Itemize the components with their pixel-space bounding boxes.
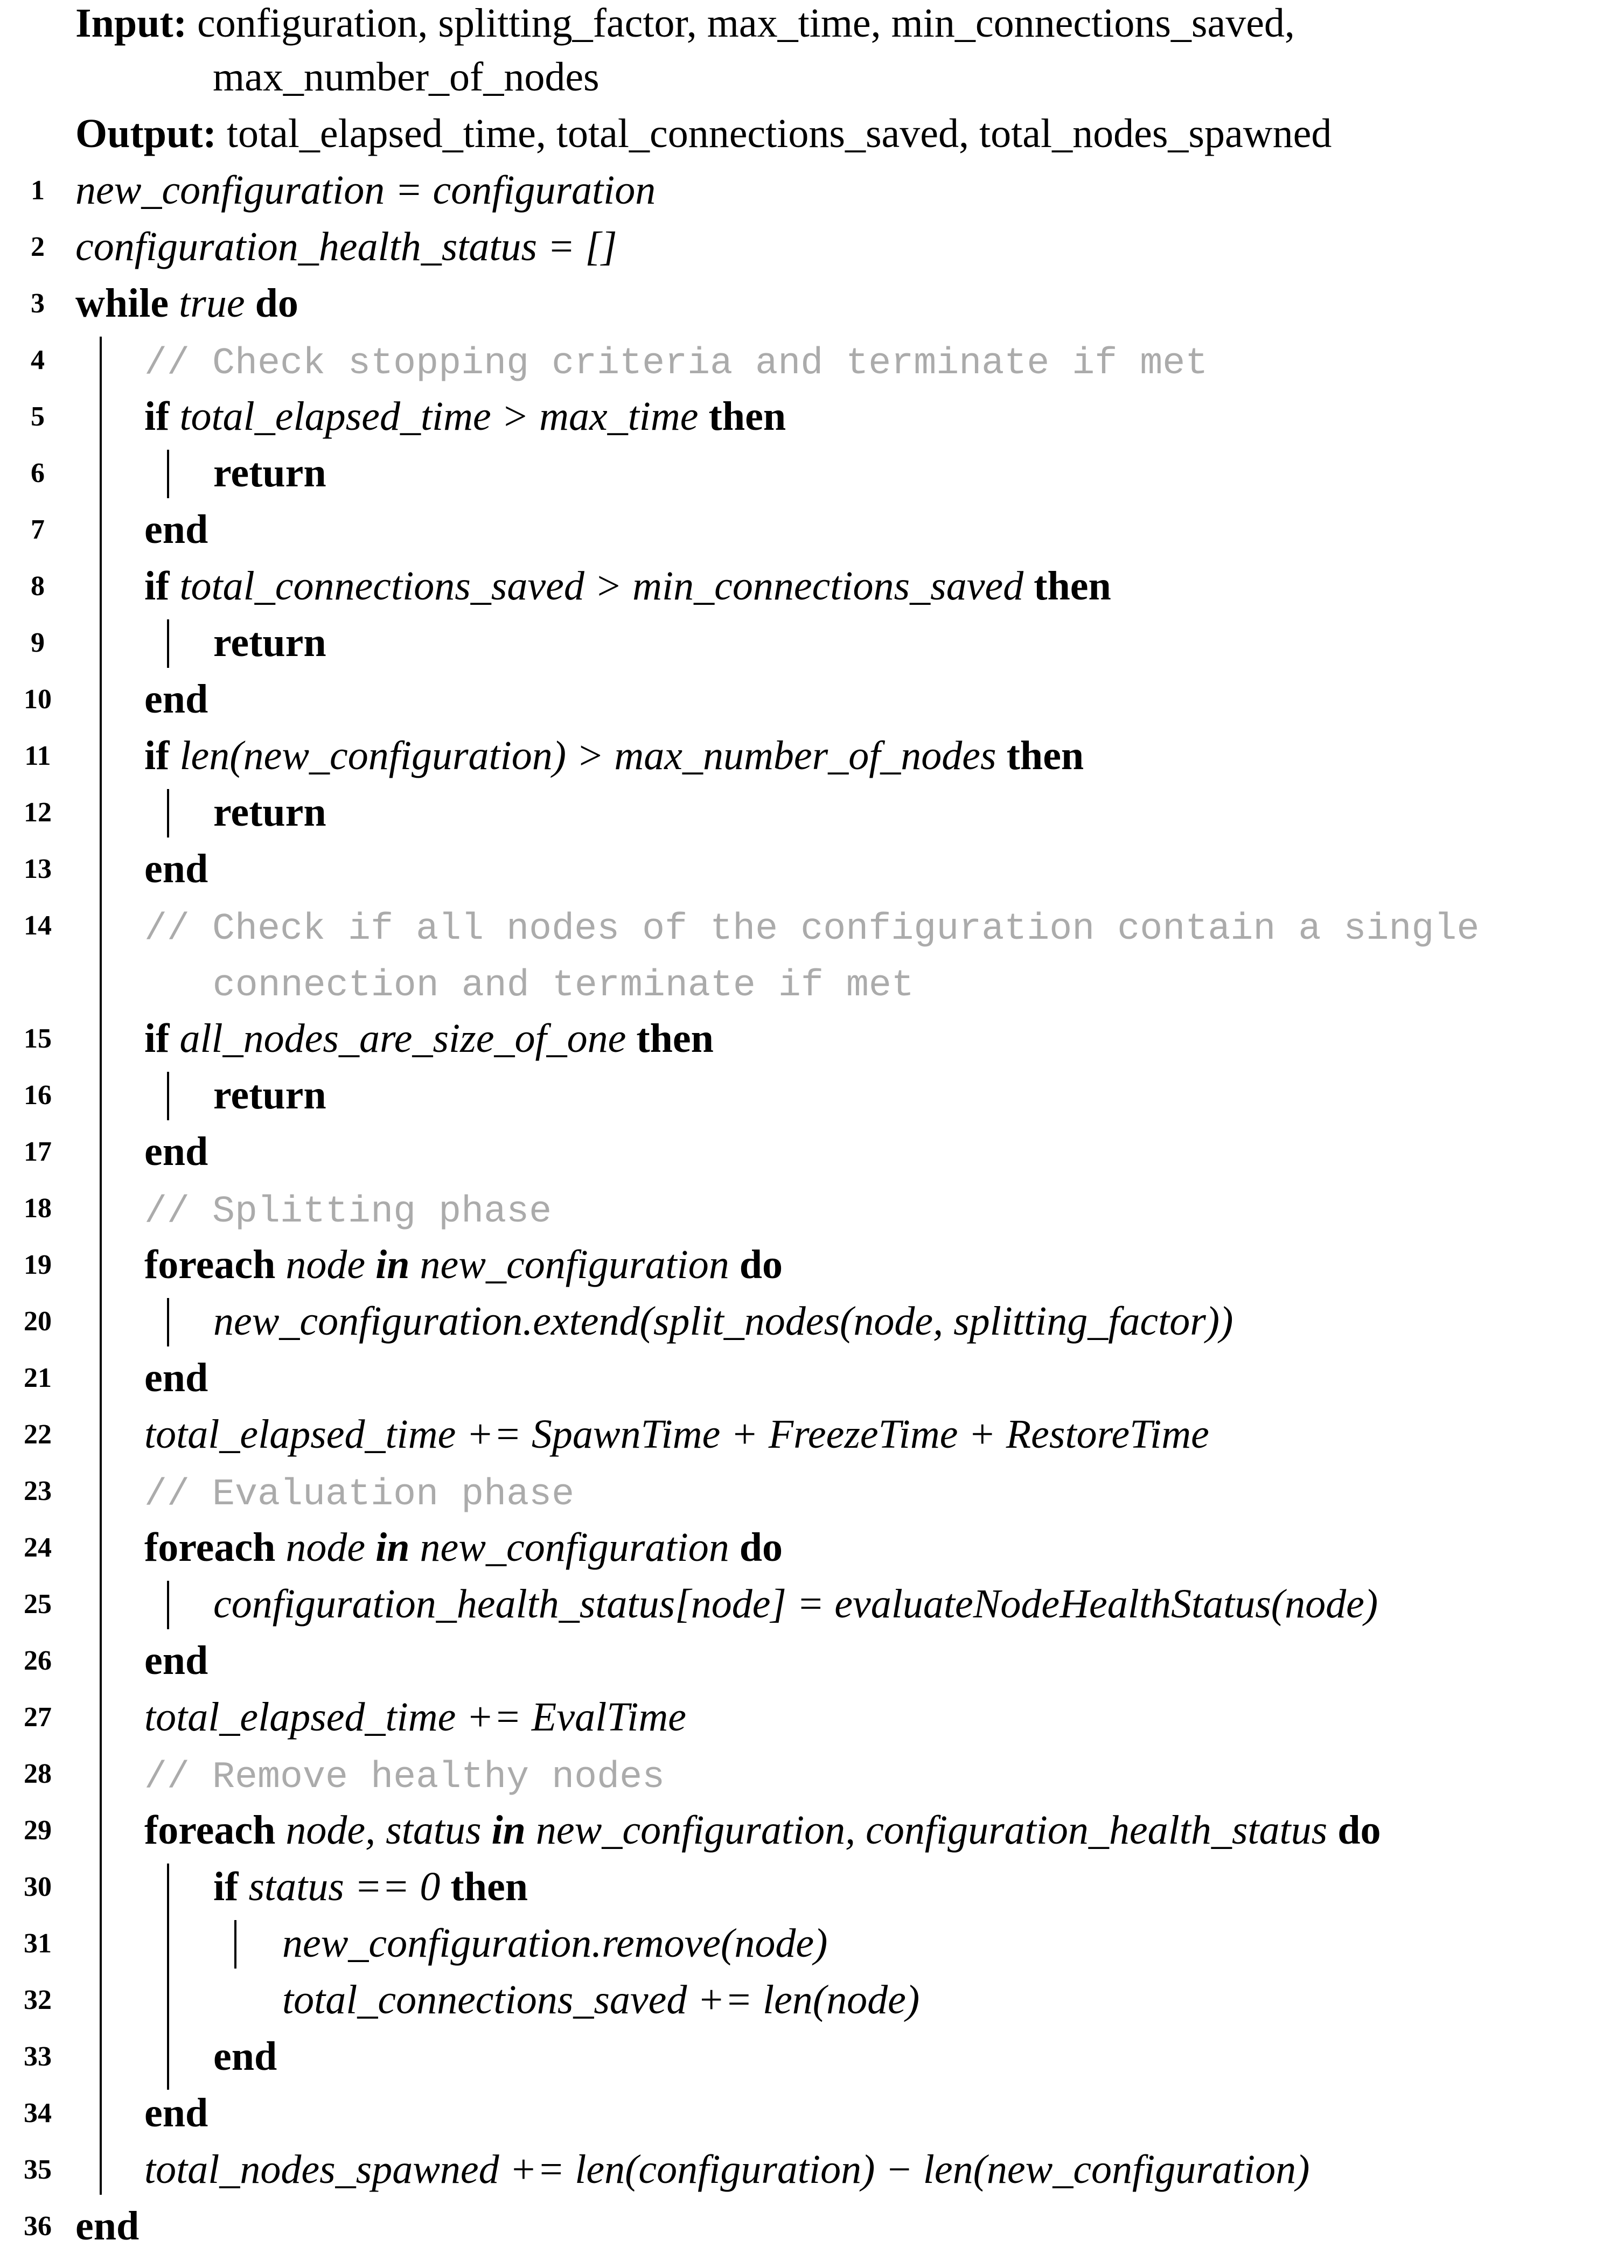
expression: new_configuration xyxy=(409,1242,729,1287)
line-number: 8 xyxy=(31,571,45,602)
expression: total_connections_saved > min_connections_saved xyxy=(179,563,1024,609)
expression: total_elapsed_time += SpawnTime + FreezeTime + RestoreTime xyxy=(144,1412,1209,1457)
line-number: 22 xyxy=(24,1419,52,1450)
keyword: return xyxy=(213,620,326,665)
line-number: 25 xyxy=(24,1589,52,1620)
block-indent-line xyxy=(167,789,169,838)
code-line xyxy=(144,393,786,440)
keyword: if xyxy=(144,733,180,778)
comment-text: // Splitting phase xyxy=(144,1191,552,1233)
line-number: 36 xyxy=(24,2211,52,2242)
line-number: 28 xyxy=(24,1758,52,1789)
comment-line xyxy=(144,1185,552,1233)
line-number: 9 xyxy=(31,627,45,658)
line-number: 24 xyxy=(24,1532,52,1563)
line-number: 23 xyxy=(24,1476,52,1506)
keyword: then xyxy=(626,1016,714,1061)
expression: total_elapsed_time > max_time xyxy=(179,394,699,439)
line-number: 6 xyxy=(31,458,45,489)
block-indent-line xyxy=(167,1298,169,1346)
block-indent-line xyxy=(167,1581,169,1629)
expression: node, status xyxy=(285,1808,492,1853)
line-number: 14 xyxy=(24,910,52,941)
comment-line xyxy=(144,337,1208,385)
line-number: 27 xyxy=(24,1702,52,1733)
keyword: then xyxy=(440,1864,528,1909)
comment-line xyxy=(213,959,914,1007)
line-number: 7 xyxy=(31,514,45,545)
line-number: 15 xyxy=(24,1023,52,1054)
code-line xyxy=(144,2146,1309,2193)
block-indent-line xyxy=(100,337,102,2195)
keyword: do xyxy=(245,281,298,326)
line-number: 5 xyxy=(31,401,45,432)
comment-text: // Remove healthy nodes xyxy=(144,1756,665,1799)
line-number: 12 xyxy=(24,797,52,828)
code-line xyxy=(144,1411,1209,1458)
keyword: if xyxy=(144,1016,180,1061)
code-line xyxy=(144,1807,1381,1854)
code-line xyxy=(282,1920,827,1967)
line-number: 16 xyxy=(24,1080,52,1111)
line-number: 32 xyxy=(24,1985,52,2015)
keyword: while xyxy=(75,281,179,326)
keyword: in xyxy=(375,1242,410,1287)
code-line xyxy=(213,789,326,836)
keyword: foreach xyxy=(144,1242,286,1287)
line-number: 35 xyxy=(24,2154,52,2185)
keyword: end xyxy=(144,1638,208,1683)
keyword: in xyxy=(375,1525,410,1570)
expression: new_configuration.remove(node) xyxy=(282,1921,828,1966)
code-line xyxy=(75,224,617,270)
code-line xyxy=(213,1864,528,1910)
line-number: 17 xyxy=(24,1136,52,1167)
code-line xyxy=(213,1581,1378,1628)
line-number: 3 xyxy=(31,288,45,319)
keyword: return xyxy=(213,790,326,835)
output-params: total_elapsed_time, total_connections_saved, total_nodes_spawned xyxy=(226,111,1332,156)
line-number: 2 xyxy=(31,232,45,262)
input-line xyxy=(75,0,1295,47)
expression: total_nodes_spawned += len(configuration) − len(new_configuration) xyxy=(144,2147,1310,2192)
expression: new_configuration xyxy=(409,1525,729,1570)
code-line xyxy=(144,506,208,553)
code-line xyxy=(213,619,326,666)
expression: total_connections_saved += len(node) xyxy=(282,1977,920,2022)
keyword: end xyxy=(213,2034,277,2079)
comment-text: // Check stopping criteria and terminate if met xyxy=(144,343,1208,385)
expression: configuration_health_status = [] xyxy=(75,224,617,269)
keyword: end xyxy=(75,2203,140,2249)
keyword: if xyxy=(144,394,180,439)
code-line xyxy=(282,1977,919,2023)
expression: new_configuration, configuration_health_status xyxy=(525,1808,1328,1853)
code-line xyxy=(144,1694,686,1741)
code-line xyxy=(144,1637,208,1684)
input-continuation xyxy=(213,54,600,101)
keyword: foreach xyxy=(144,1525,286,1570)
comment-line xyxy=(144,902,1479,951)
line-number: 34 xyxy=(24,2098,52,2129)
code-line xyxy=(144,563,1111,610)
block-indent-line xyxy=(167,450,169,498)
keyword: return xyxy=(213,450,326,496)
expression: all_nodes_are_size_of_one xyxy=(179,1016,626,1061)
keyword: end xyxy=(144,1129,208,1174)
code-line xyxy=(144,1355,208,1401)
keyword: do xyxy=(729,1525,783,1570)
keyword: do xyxy=(729,1242,783,1287)
keyword: end xyxy=(144,507,208,552)
expression: new_configuration = configuration xyxy=(75,168,656,213)
code-line xyxy=(213,1298,1233,1345)
line-number: 30 xyxy=(24,1872,52,1902)
output-label: Output: xyxy=(75,111,217,156)
comment-text: // Check if all nodes of the configuration contain a single xyxy=(144,908,1480,951)
line-number: 19 xyxy=(24,1250,52,1280)
keyword: end xyxy=(144,676,208,722)
keyword: in xyxy=(491,1808,526,1853)
code-line xyxy=(213,2033,277,2080)
code-line xyxy=(213,1072,326,1119)
expression: configuration_health_status[node] = evaluateNodeHealthStatus(node) xyxy=(213,1581,1378,1627)
code-line xyxy=(144,1128,208,1175)
line-number: 18 xyxy=(24,1193,52,1224)
code-line xyxy=(144,1241,783,1288)
output-line xyxy=(75,110,1332,157)
block-indent-line xyxy=(167,1072,169,1120)
comment-line xyxy=(144,1468,574,1516)
keyword: then xyxy=(996,733,1084,778)
code-line xyxy=(144,732,1084,779)
code-line xyxy=(75,2203,139,2250)
line-number: 33 xyxy=(24,2041,52,2072)
line-number: 31 xyxy=(24,1928,52,1959)
line-number: 13 xyxy=(24,854,52,884)
keyword: foreach xyxy=(144,1808,286,1853)
line-number: 29 xyxy=(24,1815,52,1846)
input-label: Input: xyxy=(75,1,187,46)
line-number: 1 xyxy=(31,175,45,206)
code-line xyxy=(144,1015,714,1062)
code-line xyxy=(144,846,208,892)
keyword: if xyxy=(213,1864,249,1909)
keyword: if xyxy=(144,563,180,609)
expression: new_configuration.extend(split_nodes(node, splitting_factor)) xyxy=(213,1299,1233,1344)
line-number: 21 xyxy=(24,1363,52,1393)
keyword: then xyxy=(1023,563,1111,609)
code-line xyxy=(213,450,326,497)
code-line xyxy=(144,2090,208,2137)
line-number: 20 xyxy=(24,1306,52,1337)
block-indent-line xyxy=(167,1864,169,2090)
expression: node xyxy=(285,1525,376,1570)
expression: node xyxy=(285,1242,376,1287)
code-line xyxy=(144,1524,783,1571)
comment-text: // Evaluation phase xyxy=(144,1474,575,1516)
expression: status == 0 xyxy=(248,1864,441,1909)
keyword: do xyxy=(1327,1808,1381,1853)
expression: total_elapsed_time += EvalTime xyxy=(144,1694,686,1740)
block-indent-line xyxy=(167,619,169,668)
expression: len(new_configuration) > max_number_of_nodes xyxy=(179,733,996,778)
expression: true xyxy=(179,281,245,326)
input-params: configuration, splitting_factor, max_time, min_connections_saved, xyxy=(197,1,1295,46)
keyword: end xyxy=(144,1355,208,1400)
line-number: 10 xyxy=(24,684,52,715)
keyword: end xyxy=(144,2090,208,2136)
comment-text: connection and terminate if met xyxy=(212,965,914,1007)
line-number: 11 xyxy=(24,741,51,771)
keyword: end xyxy=(144,846,208,891)
line-number: 26 xyxy=(24,1645,52,1676)
code-line xyxy=(75,167,656,214)
block-indent-line xyxy=(234,1920,236,1969)
keyword: return xyxy=(213,1072,326,1118)
keyword: then xyxy=(698,394,786,439)
input-params-continued: max_number_of_nodes xyxy=(213,54,600,100)
comment-line xyxy=(144,1750,665,1799)
line-number: 4 xyxy=(31,345,45,375)
code-line xyxy=(75,280,298,327)
code-line xyxy=(144,676,208,723)
